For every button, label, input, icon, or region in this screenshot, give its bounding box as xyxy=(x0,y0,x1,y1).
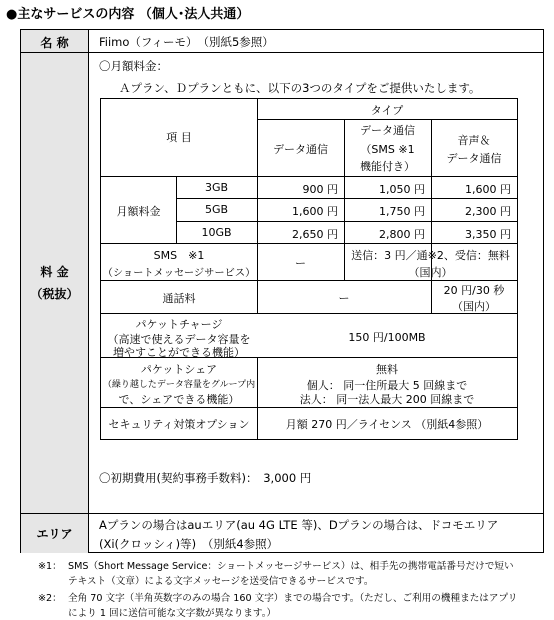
item-header: 項 目 xyxy=(166,131,192,144)
row-divider xyxy=(101,280,517,281)
row-divider xyxy=(176,198,517,199)
security-label: セキュリティ対策オプション xyxy=(108,418,250,431)
row-divider xyxy=(101,243,517,244)
packet-share-label: パケットシェア xyxy=(140,363,218,376)
call-label: 通話料 xyxy=(162,292,196,305)
row-divider xyxy=(257,119,517,120)
sms-value: 送信：3 円／通※2、受信：無料 xyxy=(351,249,510,262)
area-label: エリア xyxy=(36,527,73,541)
col-header-data: データ通信 xyxy=(273,143,328,156)
plan-10gb: 10GB xyxy=(201,226,232,239)
footnote-2-line-1: 全角 70 文字（半角英数字のみの場合 160 文字）までの場合です。（ただし、ご利用の機種またはアプリ xyxy=(68,593,518,604)
packet-share-value: 無料 xyxy=(376,363,398,376)
packet-share-personal: 個人： 同一住所最大 5 回線まで xyxy=(306,379,468,392)
plan-3gb: 3GB xyxy=(204,181,229,194)
area-line-2: (Xi(クロッシィ)等) （別紙4参照） xyxy=(99,537,279,551)
section-heading: ●主なサービスの内容 （個人･法人共通） xyxy=(6,7,250,22)
name-value: Fiimo（フィーモ） （別紙5参照） xyxy=(99,35,274,49)
monthly-fee-label: 月額料金 xyxy=(116,205,161,218)
column-divider xyxy=(88,30,89,552)
row-divider xyxy=(101,407,517,408)
col-header-sms: 機能付き） xyxy=(360,160,415,173)
sms-data-value: ー xyxy=(295,257,306,270)
pricing-table xyxy=(100,98,518,440)
col-header-sms: データ通信 xyxy=(360,124,415,137)
col-header-voice: データ通信 xyxy=(446,152,502,165)
price-sms-3gb: 1,050 円 xyxy=(379,183,425,196)
price-data-10gb: 2,650 円 xyxy=(292,228,338,241)
price-voice-5gb: 2,300 円 xyxy=(465,205,511,218)
price-data-5gb: 1,600 円 xyxy=(292,205,338,218)
security-value: 月額 270 円／ライセンス （別紙4参照） xyxy=(285,418,489,431)
initial-fee: 〇初期費用(契約事務手数料)： 3,000 円 xyxy=(99,471,312,485)
call-data-sms-value: ー xyxy=(338,292,350,305)
footnote-1-line-2: テキスト（文章）による文字メッセージを送受信できるサービスです。 xyxy=(68,576,374,587)
label-cell-fee xyxy=(21,53,88,513)
packet-charge-value: 150 円/100MB xyxy=(348,331,426,344)
price-data-3gb: 900 円 xyxy=(302,183,338,196)
col-header-voice: 音声＆ xyxy=(457,134,491,147)
fee-sub-label: （税抜） xyxy=(30,287,79,301)
footnote-1-line-1: SMS（Short Message Service：ショートメッセージサービス）は、相手先の携帯電話番号だけで短い xyxy=(68,561,514,572)
type-header: タイプ xyxy=(370,104,404,117)
col-header-sms: （SMS ※1 xyxy=(360,143,415,156)
packet-charge-label: パケットチャージ xyxy=(135,318,223,331)
sms-label-sub: （ショートメッセージサービス） xyxy=(102,267,256,279)
footnote-2-mark: ※2： xyxy=(38,593,62,604)
footnote-1-mark: ※1： xyxy=(38,561,62,572)
price-sms-5gb: 1,750 円 xyxy=(379,205,425,218)
row-divider xyxy=(101,176,517,177)
monthly-fee-title: 〇月額料金： xyxy=(99,59,168,73)
plan-5gb: 5GB xyxy=(204,203,229,216)
packet-charge-desc: （高速で使えるデータ容量を xyxy=(107,333,251,346)
packet-charge-desc: 増やすことができる機能） xyxy=(113,346,245,359)
name-label: 名 称 xyxy=(40,36,69,50)
packet-share-desc: で、シェアできる機能） xyxy=(118,393,240,406)
row-divider xyxy=(21,52,543,53)
price-voice-10gb: 3,350 円 xyxy=(465,228,511,241)
monthly-fee-description: Ａプラン、Ｄプランともに、以下の3つのタイプをご提供いたします。 xyxy=(119,81,481,95)
row-divider xyxy=(21,513,543,514)
price-voice-3gb: 1,600 円 xyxy=(465,183,511,196)
footnote-2-line-2: により 1 回に送信可能な文字数が異なります。） xyxy=(68,608,277,619)
price-sms-10gb: 2,800 円 xyxy=(379,228,425,241)
area-line-1: Aプランの場合はauエリア(au 4G LTE 等)、Dプランの場合は、ドコモエリア xyxy=(99,518,499,532)
packet-share-desc: （繰り越したデータ容量をグループ内 xyxy=(102,380,256,390)
call-value-region: （国内） xyxy=(452,300,496,313)
sms-label: SMS ※1 xyxy=(153,249,205,262)
fee-label: 料 金 xyxy=(40,265,69,279)
packet-share-corporate: 法人： 同一法人最大 200 回線まで xyxy=(299,393,475,406)
sms-value-region: （国内） xyxy=(408,266,453,279)
call-value: 20 円/30 秒 xyxy=(443,284,505,297)
row-divider xyxy=(176,221,517,222)
